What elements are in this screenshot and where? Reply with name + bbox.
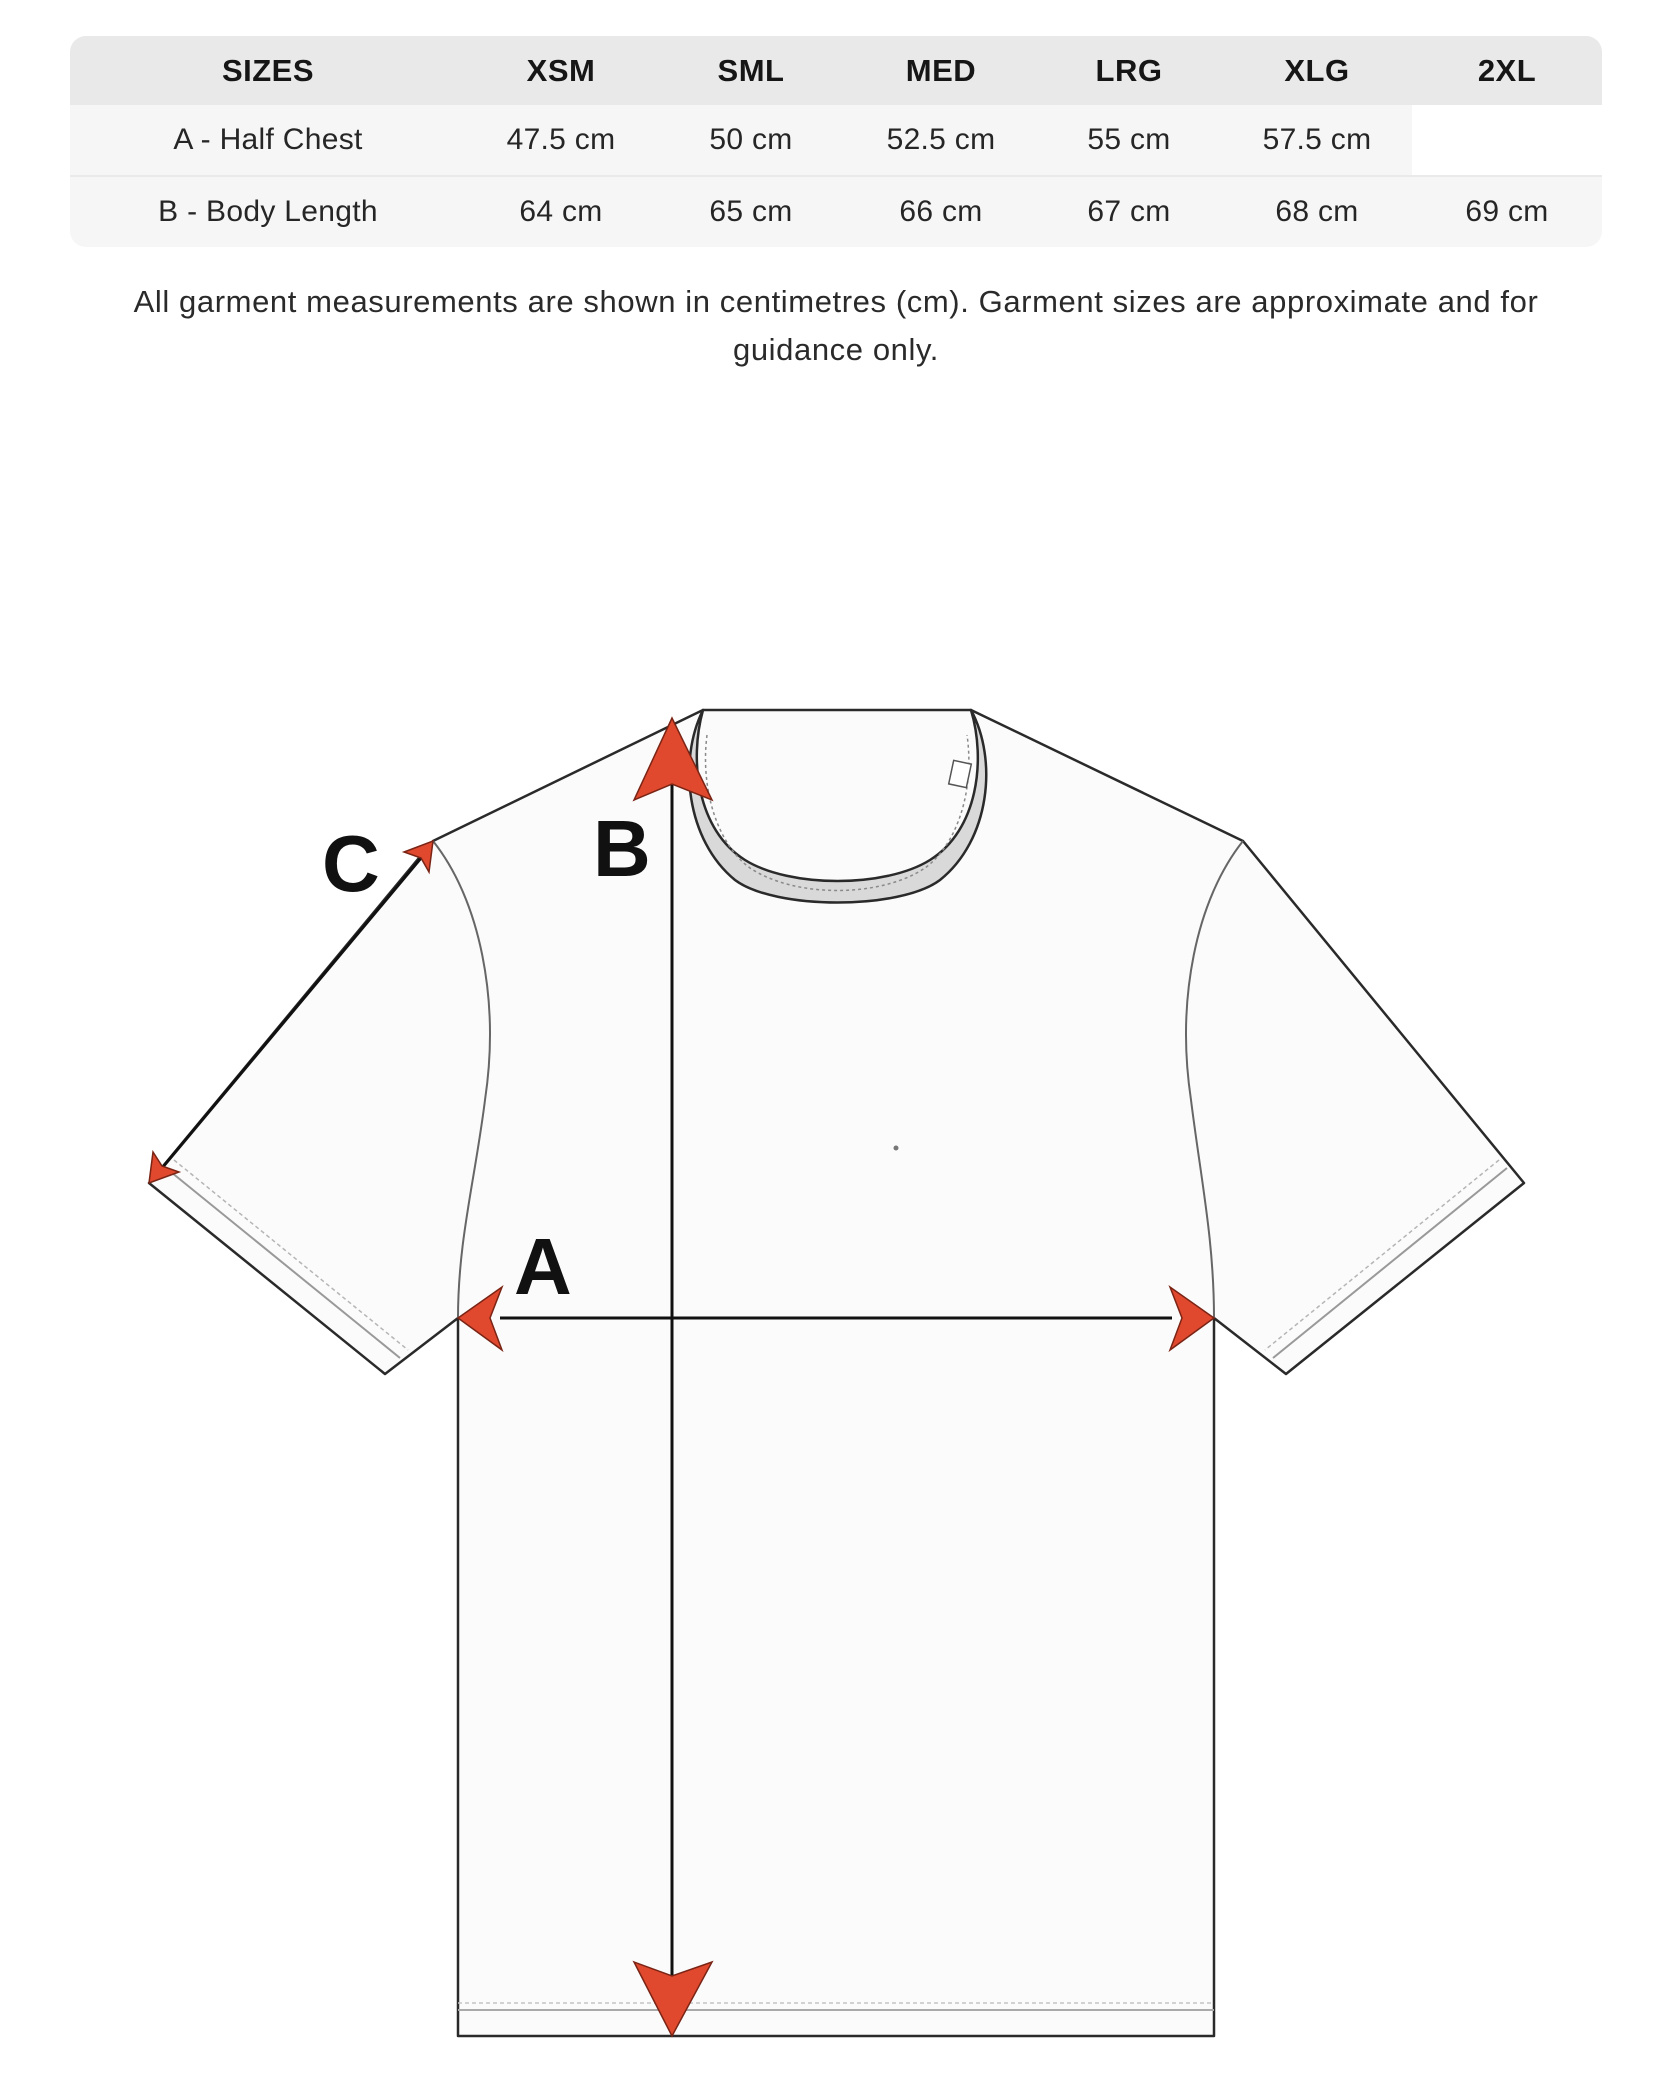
label-a: A bbox=[514, 1222, 572, 1311]
body-length-xsm: 64 cm bbox=[466, 177, 656, 247]
header-med: MED bbox=[846, 36, 1036, 105]
half-chest-sml: 50 cm bbox=[656, 105, 846, 177]
half-chest-med: 52.5 cm bbox=[846, 105, 1036, 177]
chest-dot bbox=[894, 1146, 899, 1151]
half-chest-xlg: 57.5 cm bbox=[1222, 105, 1412, 177]
neck-label-icon bbox=[949, 760, 972, 787]
body-length-med: 66 cm bbox=[846, 177, 1036, 247]
row-label-body-length: B - Body Length bbox=[70, 177, 466, 247]
body-length-2xl: 69 cm bbox=[1412, 177, 1602, 247]
header-xlg: XLG bbox=[1222, 36, 1412, 105]
body-length-xlg: 68 cm bbox=[1222, 177, 1412, 247]
header-xsm: XSM bbox=[466, 36, 656, 105]
label-b: B bbox=[593, 804, 651, 893]
measurement-note: All garment measurements are shown in centimetres (cm). Garment sizes are approximate and for guidance only. bbox=[133, 284, 1539, 367]
header-lrg: LRG bbox=[1036, 36, 1222, 105]
header-sml: SML bbox=[656, 36, 846, 105]
half-chest-xsm: 47.5 cm bbox=[466, 105, 656, 177]
body-length-lrg: 67 cm bbox=[1036, 177, 1222, 247]
header-sizes: SIZES bbox=[70, 36, 466, 105]
half-chest-lrg: 55 cm bbox=[1036, 105, 1222, 177]
tshirt-outline bbox=[149, 710, 1524, 2036]
body-length-sml: 65 cm bbox=[656, 177, 846, 247]
header-2xl: 2XL bbox=[1412, 36, 1602, 105]
label-c: C bbox=[322, 819, 380, 908]
tshirt-illustration bbox=[149, 710, 1524, 2036]
row-label-half-chest: A - Half Chest bbox=[70, 105, 466, 177]
